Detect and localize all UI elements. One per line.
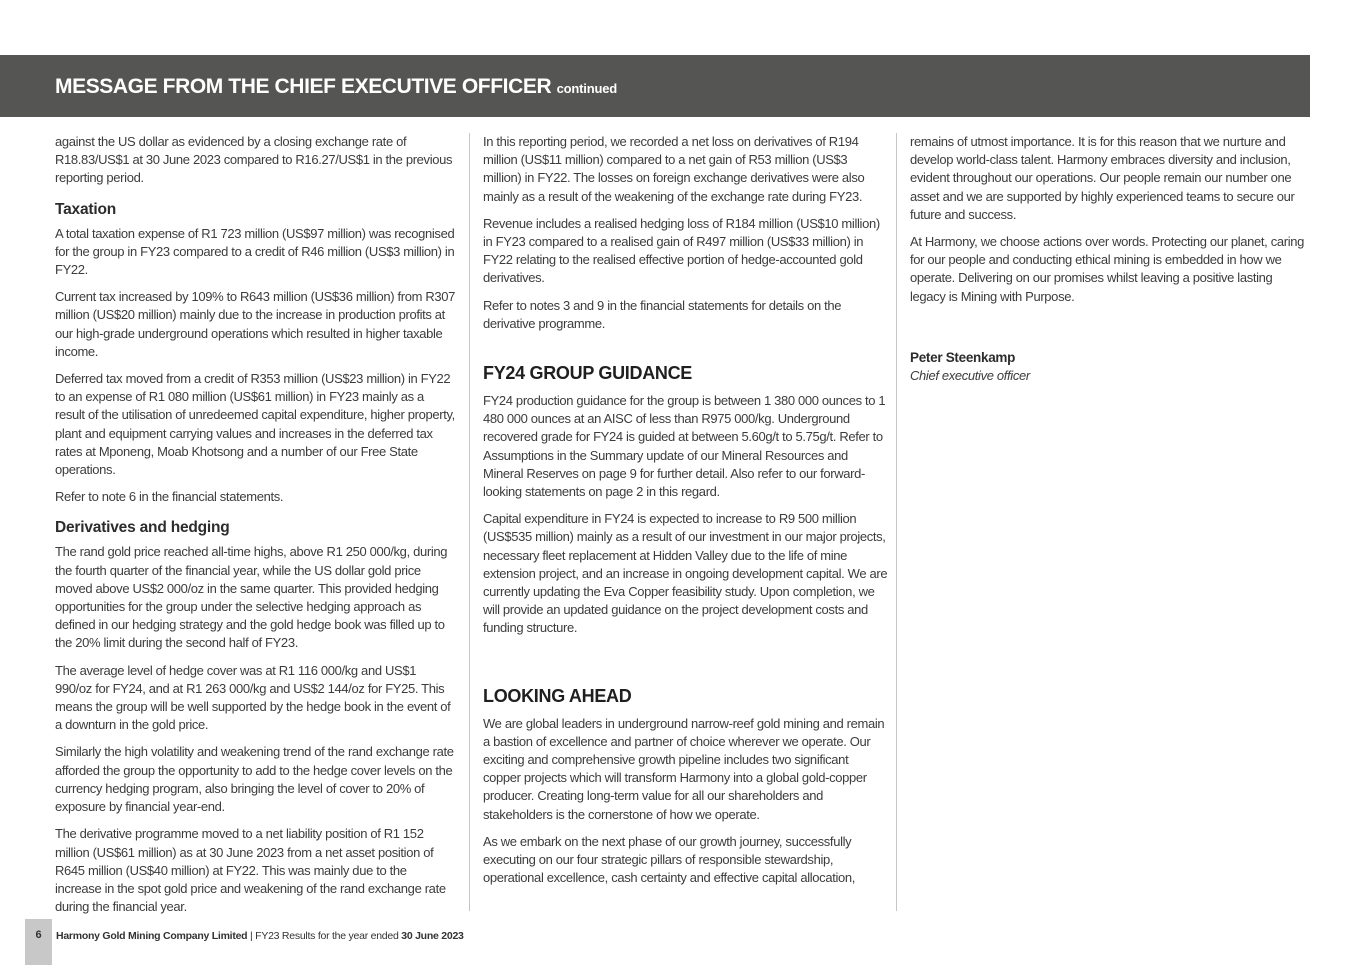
heading-derivatives-hedging: Derivatives and hedging bbox=[55, 519, 230, 537]
signature-name: Peter Steenkamp bbox=[910, 349, 1016, 365]
paragraph: We are global leaders in underground narrow-reef gold mining and remain a bastion of excellence and partner of choice wherever we operate. Our exciting and comprehensive growth pipeline includes two significant copper projects which will transform Harmony into a global gold-copper producer. Creating long-term value for all our shareholders and stakeholders is the cornerstone of how we operate. bbox=[483, 715, 885, 822]
paragraph: Refer to notes 3 and 9 in the financial statements for details on the derivative programme. bbox=[483, 297, 842, 331]
footer-separator: | bbox=[247, 930, 256, 942]
footer-text bbox=[56, 930, 464, 942]
paragraph: Similarly the high volatility and weakening trend of the rand exchange rate afforded the group the opportunity to add to the hedge cover levels on the currency hedging program, also bringing the level of cover to 20% of exposure by financial year-end. bbox=[55, 744, 454, 815]
paragraph-intro: against the US dollar as evidenced by a closing exchange rate of R18.83/US$1 at 30 June 2023 compared to R16.27/US$1 in the previous reporting period. bbox=[55, 134, 453, 186]
column-middle bbox=[483, 133, 888, 897]
column-divider bbox=[896, 133, 897, 911]
footer-date: 30 June 2023 bbox=[401, 930, 464, 942]
footer-report-text: FY23 Results for the year ended bbox=[255, 930, 402, 942]
paragraph: Refer to note 6 in the financial statements. bbox=[55, 489, 284, 505]
paragraph: The derivative programme moved to a net liability position of R1 152 million (US$61 million) as at 30 June 2023 from a net asset position of R645 million (US$40 million) at FY22. This was mainly due to the increase in the spot gold price and weakening of the rand exchange rate during the financial year. bbox=[55, 826, 446, 915]
paragraph: Deferred tax moved from a credit of R353 million (US$23 million) in FY22 to an expense of R1 080 million (US$61 million) in FY23 mainly as a result of the utilisation of unredeemed capital expenditure, higher property, plant and equipment carrying values and increases in the deferred tax rates at Mponeng, Moab Khotsong and a number of our Free State operations. bbox=[55, 371, 455, 478]
paragraph: remains of utmost importance. It is for this reason that we nurture and develop world-class talent. Harmony embraces diversity and inclusion, evident throughout our operations. Our people remain our number one asset and we are supported by highly experienced teams to secure our future and success. bbox=[910, 134, 1295, 222]
page-number: 6 bbox=[35, 929, 42, 941]
paragraph: Capital expenditure in FY24 is expected to increase to R9 500 million (US$535 million) mainly as a result of our investment in our major projects, necessary fleet replacement at Hidden Valley due to the life of mine extension project, and an increase in ongoing development capital. We are currently updating the Eva Copper feasibility study. Upon completion, we will provide an updated guidance on the project development costs and funding structure. bbox=[483, 511, 888, 636]
paragraph: Revenue includes a realised hedging loss of R184 million (US$10 million) in FY23 compared to a realised gain of R497 million (US$33 million) in FY22 relating to the realised effective portion of hedge-accounted gold derivatives. bbox=[483, 215, 880, 286]
page-title-text: MESSAGE FROM THE CHIEF EXECUTIVE OFFICER bbox=[55, 75, 552, 98]
column-divider bbox=[469, 133, 470, 911]
column-right bbox=[910, 133, 1310, 385]
heading-looking-ahead: LOOKING AHEAD bbox=[483, 685, 632, 706]
heading-fy24-guidance: FY24 GROUP GUIDANCE bbox=[483, 363, 693, 384]
paragraph: The rand gold price reached all-time highs, above R1 250 000/kg, during the fourth quarter of the financial year, while the US dollar gold price moved above US$2 000/oz in the same quarter. This provided hedging opportunities for the group under the selective hedging approach as defined in our hedging strategy and the gold hedge book was filled up to the 20% limit during the second half of FY23. bbox=[55, 544, 448, 651]
paragraph: The average level of hedge cover was at R1 116 000/kg and US$1 990/oz for FY24, and at R1 263 000/kg and US$2 144/oz for FY25. This means the group will be well supported by the hedge book in the event of a downturn in the gold price. bbox=[55, 662, 451, 733]
column-left bbox=[55, 133, 455, 925]
page-subtitle: continued bbox=[556, 81, 617, 96]
signature-title: Chief executive officer bbox=[910, 367, 1030, 383]
paragraph: Current tax increased by 109% to R643 million (US$36 million) from R307 million (US$20 million) mainly due to the increase in production profits at our high-grade underground operations which resulted in higher taxable income. bbox=[55, 289, 456, 359]
footer-company: Harmony Gold Mining Company Limited bbox=[56, 930, 248, 942]
paragraph: A total taxation expense of R1 723 million (US$97 million) was recognised for the group in FY23 compared to a credit of R46 million (US$3 million) in FY22. bbox=[55, 225, 455, 278]
page-number-tab bbox=[25, 919, 52, 965]
heading-taxation: Taxation bbox=[55, 200, 116, 218]
page-title bbox=[55, 75, 617, 99]
paragraph: In this reporting period, we recorded a net loss on derivatives of R194 million (US$11 million) compared to a net gain of R53 million (US$3 million) in FY22. The losses on foreign exchange derivatives were also mainly as a result of the weakening of the exchange rate during FY23. bbox=[483, 134, 865, 204]
paragraph: FY24 production guidance for the group is between 1 380 000 ounces to 1 480 000 ounces at an AISC of less than R975 000/kg. Underground recovered grade for FY24 is guided at between 5.60g/t to 5.75g/t. Refer to Assumptions in the Summary update of our Mineral Resources and Mineral Reserves on page 9 for further detail. Also refer to our forward-looking statements on page 2 in this regard. bbox=[483, 393, 886, 500]
paragraph: As we embark on the next phase of our growth journey, successfully executing on our four strategic pillars of responsible stewardship, operational excellence, cash certainty and effective capital allocation, bbox=[483, 833, 856, 886]
paragraph: At Harmony, we choose actions over words. Protecting our planet, caring for our people and conducting ethical mining is embedded in how we operate. Delivering on our promises whilst leaving a positive lasting legacy is Mining with Purpose. bbox=[910, 234, 1305, 304]
header-banner bbox=[0, 55, 1310, 117]
